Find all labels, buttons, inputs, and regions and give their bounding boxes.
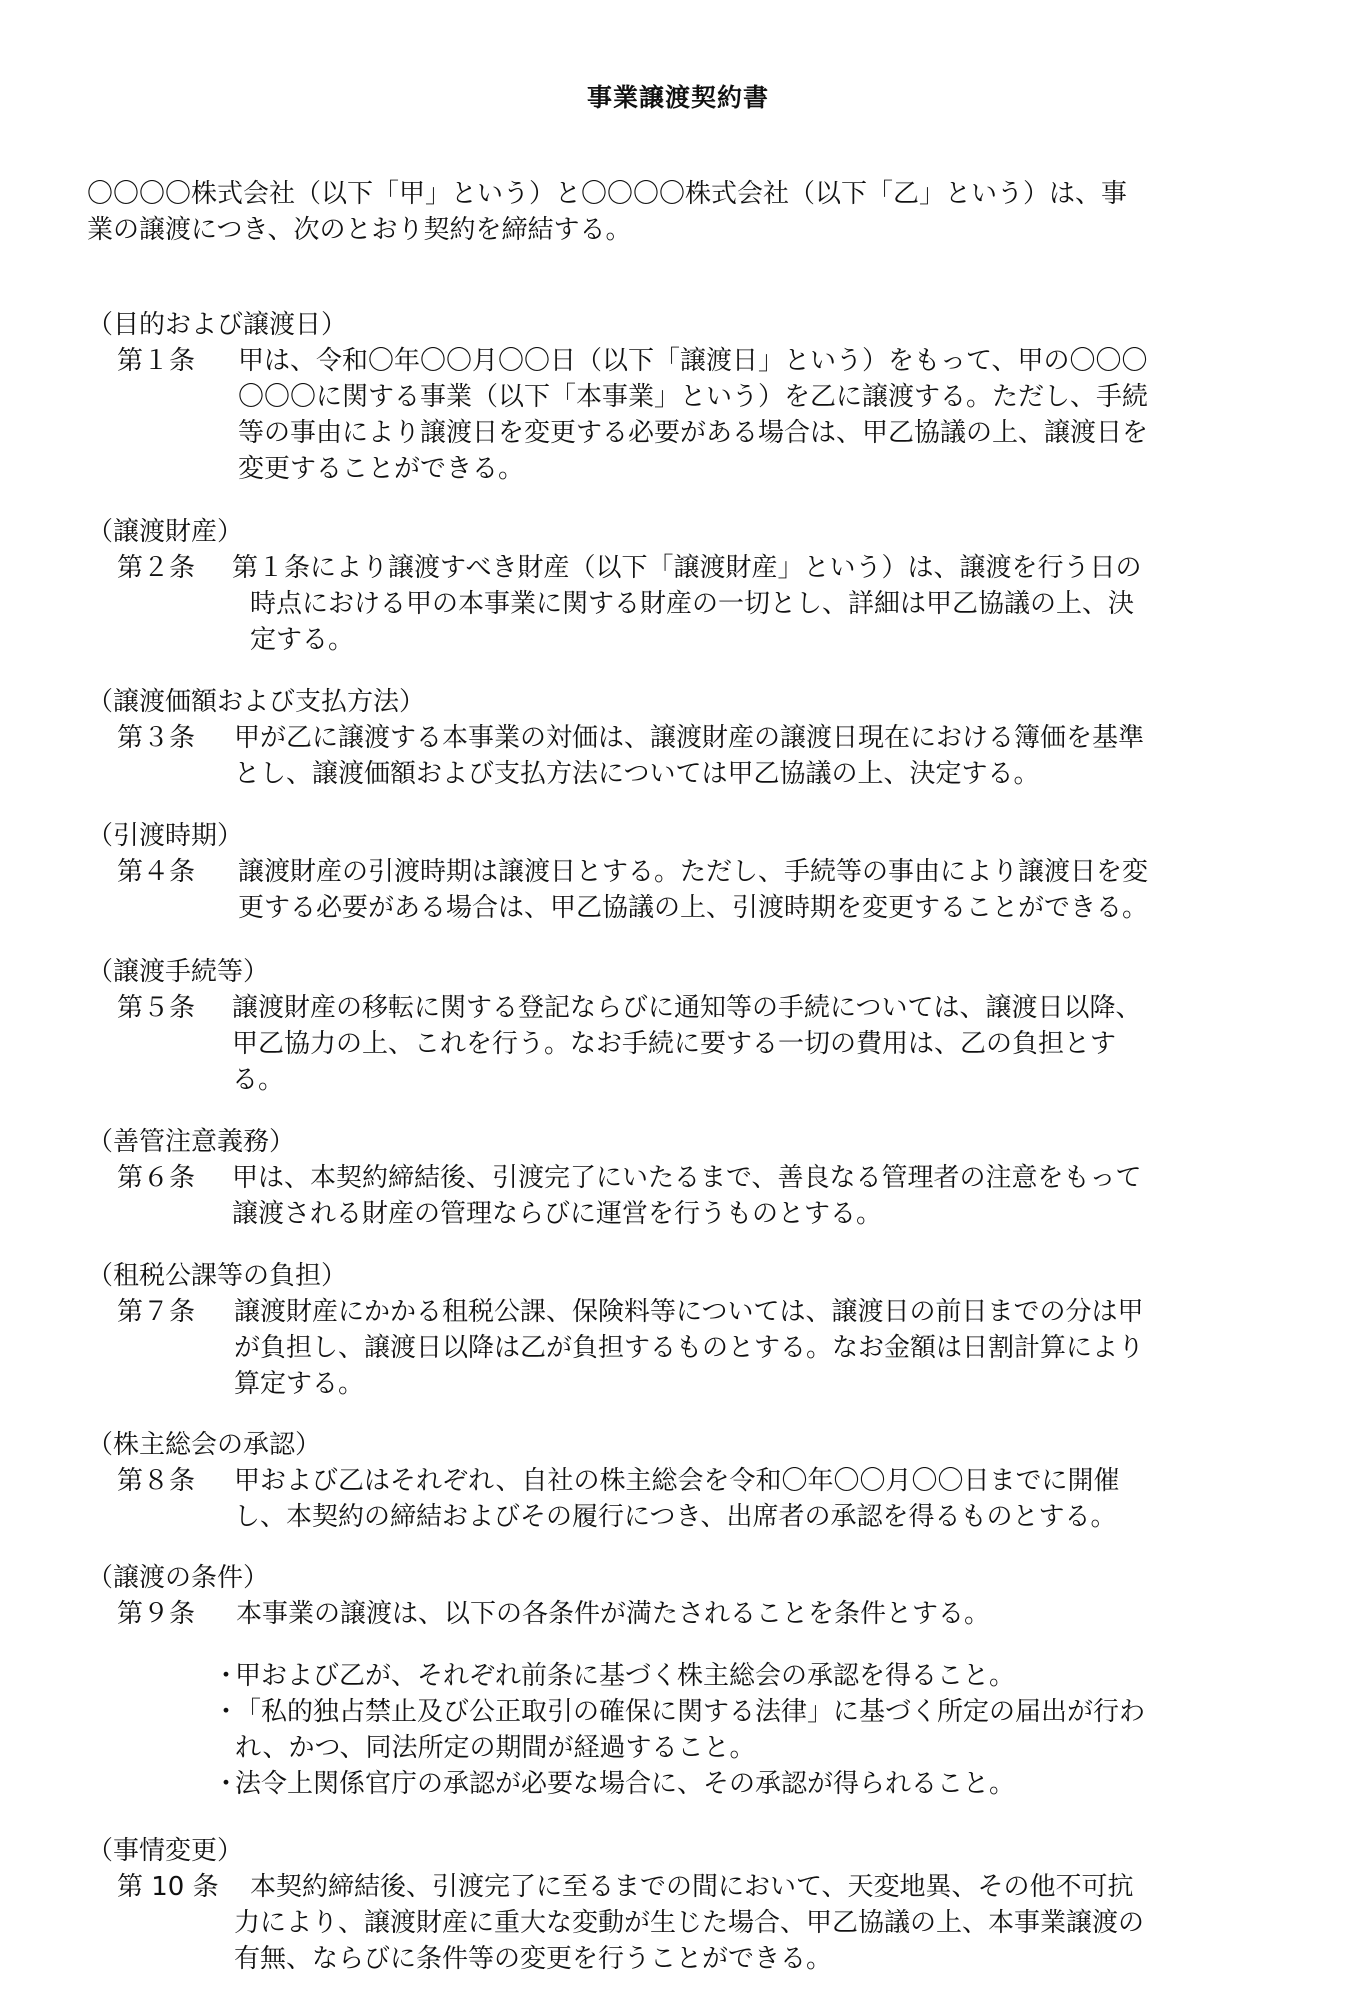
article-6-label: 第６条 [117,1163,196,1193]
article-10-body [234,1869,1274,1977]
article-6-body [232,1160,1272,1232]
article-7-body [234,1294,1274,1402]
article-5-line: 譲渡財産の移転に関する登記ならびに通知等の手続については、譲渡日以降、 [232,993,1142,1023]
article-3-heading: （譲渡価額および支払方法） [87,687,426,717]
article-2-line: 時点における甲の本事業に関する財産の一切とし、詳細は甲乙協議の上、決 [250,589,1135,619]
condition-item [213,1694,1273,1766]
condition-item [213,1658,1273,1694]
article-4-heading: （引渡時期） [87,821,244,851]
article-2-label: 第２条 [117,553,196,583]
document-title: 事業譲渡契約書 [586,83,769,112]
article-6-line: 甲は、本契約締結後、引渡完了にいたるまで、善良なる管理者の注意をもって [232,1163,1142,1193]
bullet-mark: ・ [213,1769,240,1799]
article-8-heading: （株主総会の承認） [87,1430,322,1460]
article-8-line: し、本契約の締結およびその履行につき、出席者の承認を得るものとする。 [234,1502,1117,1532]
article-2-line: 定する。 [250,625,355,655]
condition-line: れ、かつ、同法所定の期間が経過すること。 [235,1733,756,1763]
condition-line: 「私的独占禁止及び公正取引の確保に関する法律」に基づく所定の届出が行わ [235,1697,1146,1727]
article-1-line: 変更することができる。 [238,454,525,484]
article-10-label: 第 10 条 [117,1872,219,1902]
article-7-line: 算定する。 [234,1369,365,1399]
article-4-label: 第４条 [117,857,196,887]
condition-line: 甲および乙が、それぞれ前条に基づく株主総会の承認を得ること。 [235,1661,1016,1691]
article-5-heading: （譲渡手続等） [87,957,270,987]
article-3-line: 甲が乙に譲渡する本事業の対価は、譲渡財産の譲渡日現在における簿価を基準 [234,723,1145,753]
article-9-body [236,1596,1276,1632]
article-3-body [234,720,1274,792]
article-1-body [238,343,1278,487]
article-3-line: とし、譲渡価額および支払方法については甲乙協議の上、決定する。 [234,759,1040,789]
article-10-heading: （事情変更） [87,1836,244,1866]
article-10-line: 有無、ならびに条件等の変更を行うことができる。 [234,1944,833,1974]
article-4-line: 譲渡財産の引渡時期は譲渡日とする。ただし、手続等の事由により譲渡日を変 [238,857,1149,887]
article-1-heading: （目的および譲渡日） [87,310,348,340]
article-3-label: 第３条 [117,723,196,753]
condition-line: 法令上関係官庁の承認が必要な場合に、その承認が得られること。 [235,1769,1016,1799]
article-6-heading: （善管注意義務） [87,1127,296,1157]
article-9-label: 第９条 [117,1599,196,1629]
condition-item [213,1766,1273,1802]
article-5-line: 甲乙協力の上、これを行う。なお手続に要する一切の費用は、乙の負担とす [232,1029,1117,1059]
bullet-mark: ・ [213,1697,240,1727]
article-1-line: 甲は、令和〇年〇〇月〇〇日（以下「譲渡日」という）をもって、甲の〇〇〇 [238,346,1148,376]
article-2-body [232,550,1272,658]
article-1-line: 〇〇〇に関する事業（以下「本事業」という）を乙に譲渡する。ただし、手続 [238,382,1149,412]
preamble-line: 〇〇〇〇株式会社（以下「甲」という）と〇〇〇〇株式会社（以下「乙」という）は、事 [87,179,1128,209]
article-7-line: が負担し、譲渡日以降は乙が負担するものとする。なお金額は日割計算により [234,1333,1145,1363]
article-8-body [234,1463,1274,1535]
article-8-label: 第８条 [117,1466,196,1496]
article-5-label: 第５条 [117,993,196,1023]
article-5-line: る。 [232,1065,285,1095]
article-9-heading: （譲渡の条件） [87,1563,270,1593]
article-4-line: 更する必要がある場合は、甲乙協議の上、引渡時期を変更することができる。 [238,893,1149,923]
article-1-line: 等の事由により譲渡日を変更する必要がある場合は、甲乙協議の上、譲渡日を [238,418,1149,448]
article-8-line: 甲および乙はそれぞれ、自社の株主総会を令和〇年〇〇月〇〇日までに開催 [234,1466,1120,1496]
article-9-line: 本事業の譲渡は、以下の各条件が満たされることを条件とする。 [236,1599,991,1629]
conditions-list [213,1658,1273,1802]
article-5-body [232,990,1272,1098]
article-10-line: 力により、譲渡財産に重大な変動が生じた場合、甲乙協議の上、本事業譲渡の [234,1908,1145,1938]
article-6-line: 譲渡される財産の管理ならびに運営を行うものとする。 [232,1199,883,1229]
article-10-line: 本契約締結後、引渡完了に至るまでの間において、天変地異、その他不可抗 [250,1872,1134,1902]
bullet-mark: ・ [213,1661,240,1691]
article-4-body [238,854,1278,926]
article-2-line: 第１条により譲渡すべき財産（以下「譲渡財産」という）は、譲渡を行う日の [232,553,1142,583]
article-7-label: 第７条 [117,1297,196,1327]
article-7-line: 譲渡財産にかかる租税公課、保険料等については、譲渡日の前日までの分は甲 [234,1297,1144,1327]
preamble-line: 業の譲渡につき、次のとおり契約を締結する。 [87,215,632,245]
article-2-heading: （譲渡財産） [87,517,244,547]
preamble [87,176,1267,248]
article-7-heading: （租税公課等の負担） [87,1261,348,1291]
article-1-label: 第１条 [117,346,196,376]
